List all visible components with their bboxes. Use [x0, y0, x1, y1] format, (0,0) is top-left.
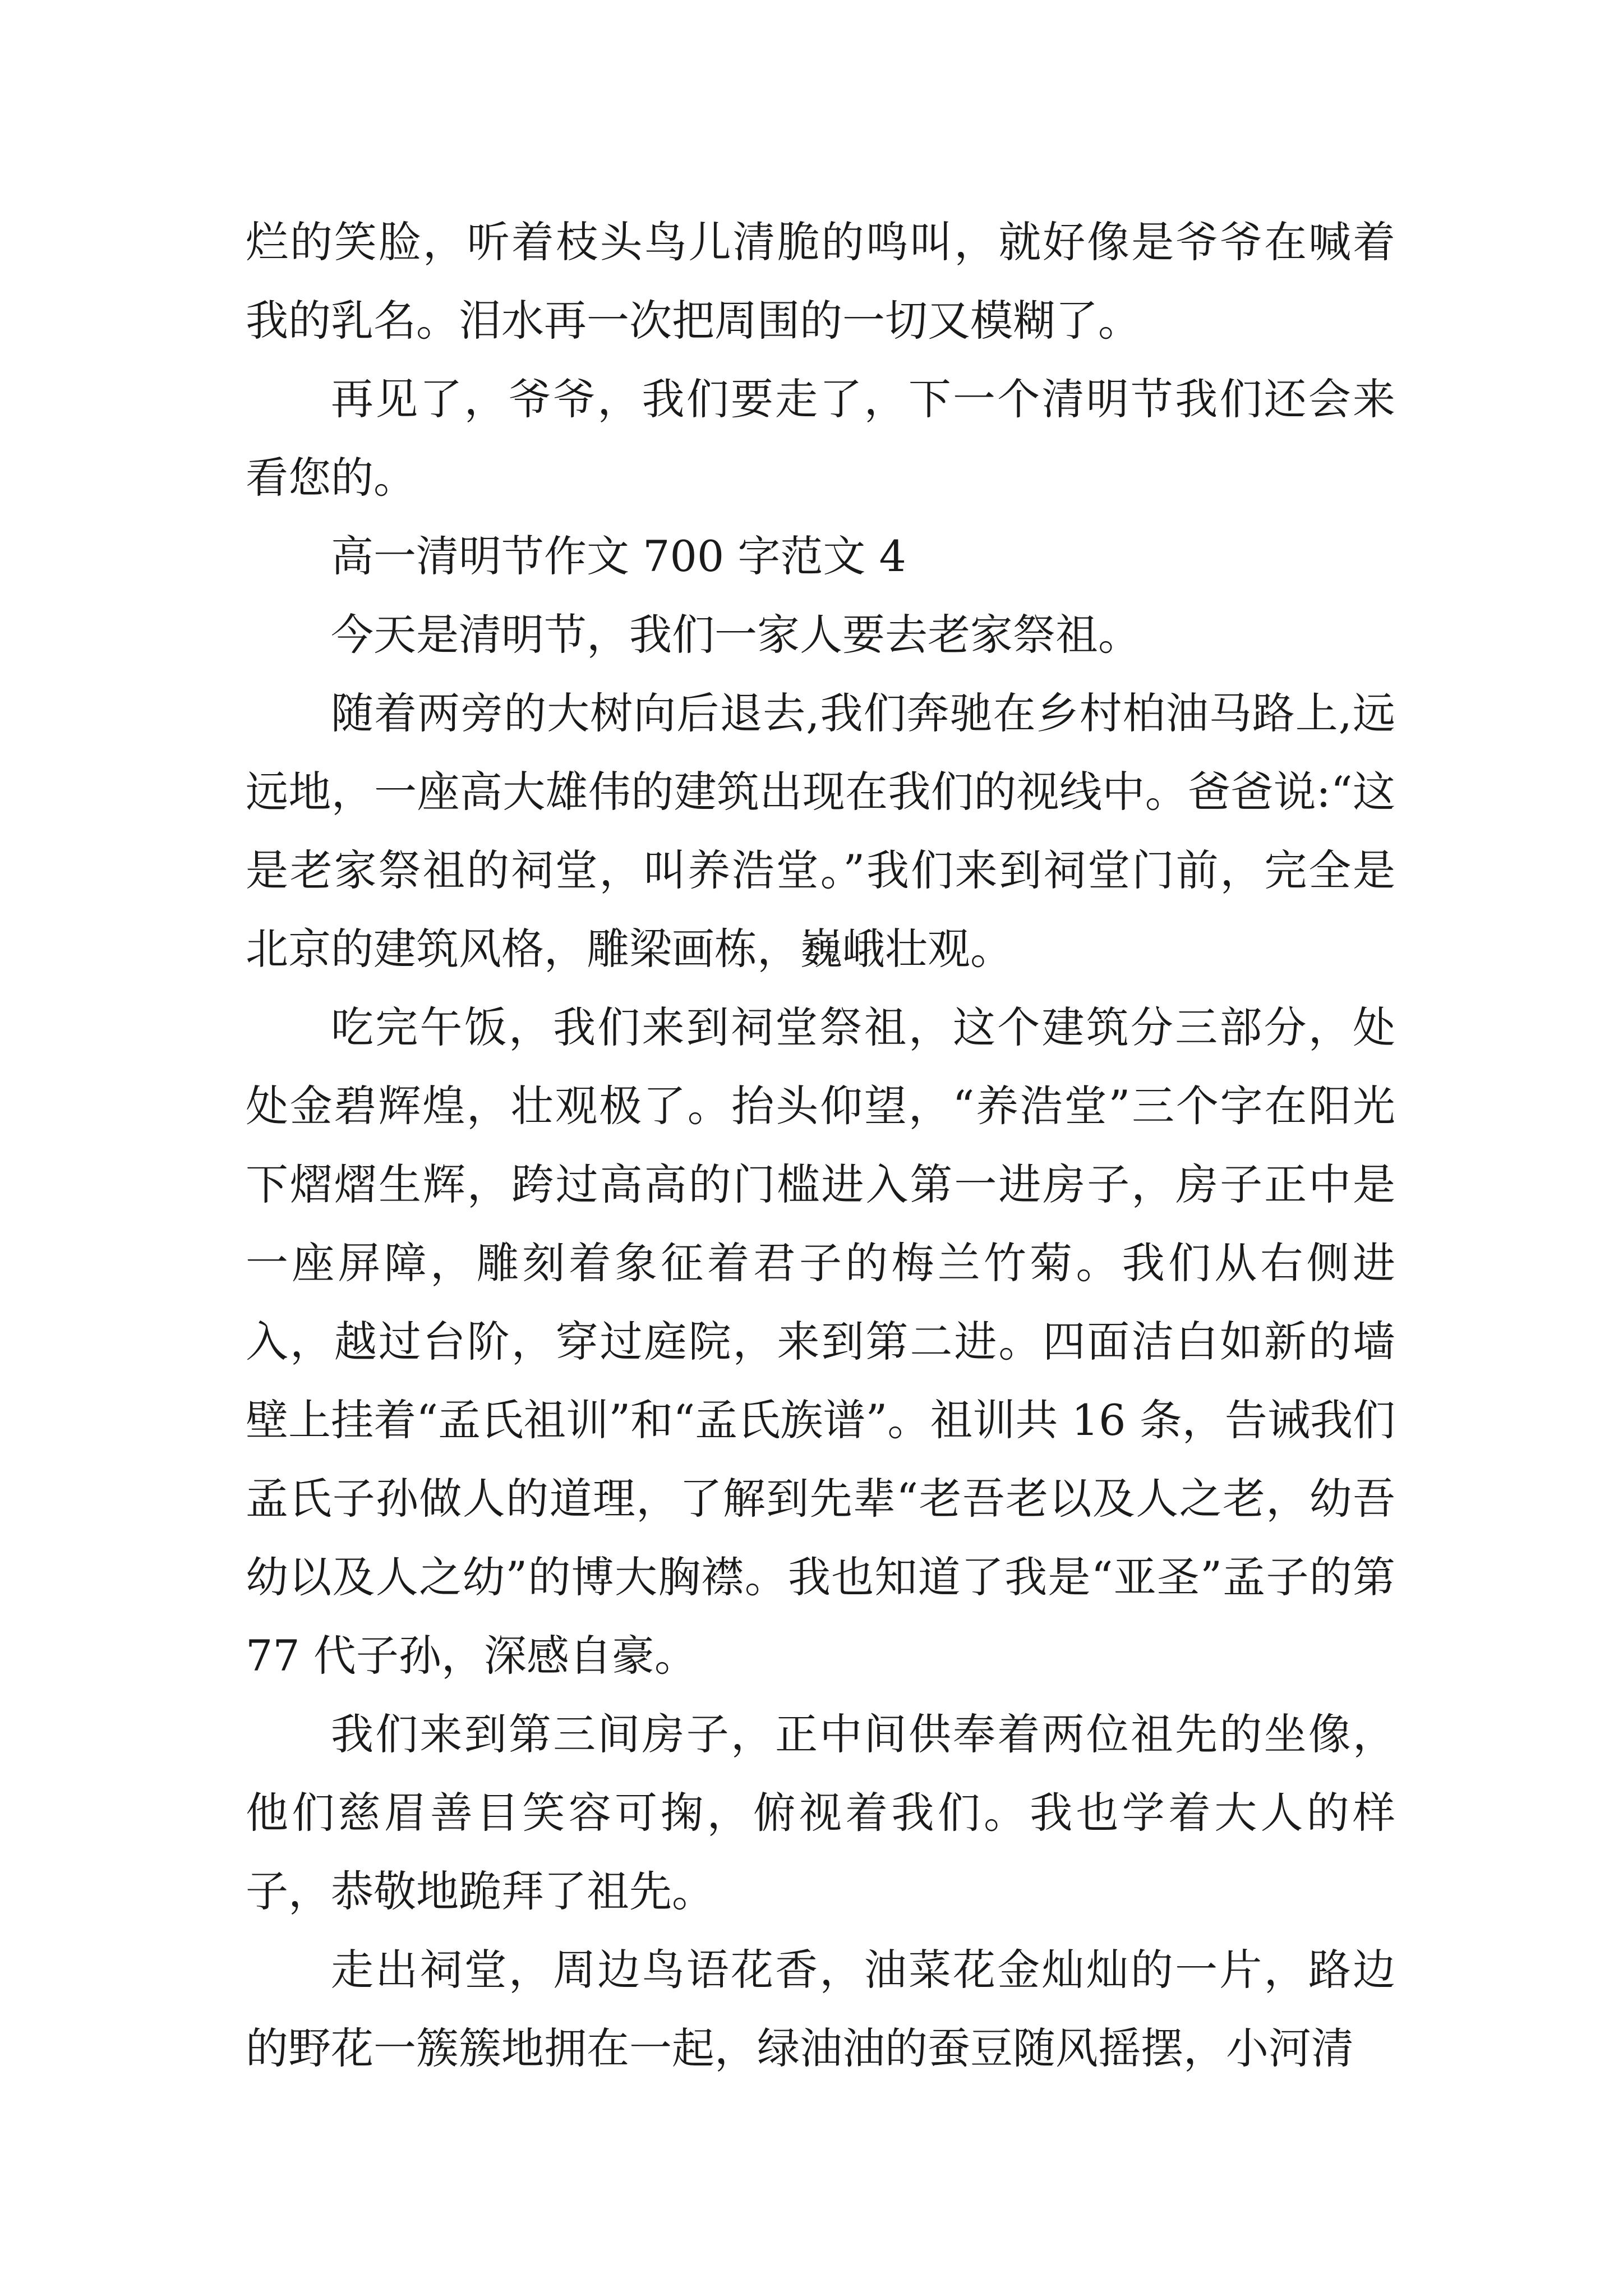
- paragraph: 吃完午饭，我们来到祠堂祭祖，这个建筑分三部分，处处金碧辉煌，壮观极了。抬头仰望，“养浩堂”三个字在阳光下熠熠生辉，跨过高高的门槛进入第一进房子，房子正中是一座屏障，雕刻着象征着君子的梅兰竹菊。我们从右侧进入，越过台阶，穿过庭院，来到第二进。四面洁白如新的墙壁上挂着“孟氏祖训”和“孟氏族谱”。祖训共 16 条，告诫我们孟氏子孙做人的道理，了解到先辈“老吾老以及人之老，幼吾幼以及人之幼”的博大胸襟。我也知道了我是“亚圣”孟子的第 77 代子孙，深感自豪。: [246, 1002, 1395, 1681]
- paragraph: 走出祠堂，周边鸟语花香，油菜花金灿灿的一片，路边的野花一簇簇地拥在一起，绿油油的蚕豆随风摇摆，小河清: [246, 1945, 1395, 2073]
- paragraph: 再见了，爷爷，我们要走了，下一个清明节我们还会来看您的。: [246, 374, 1395, 503]
- paragraph: 我们来到第三间房子，正中间供奉着两位祖先的坐像，他们慈眉善目笑容可掬，俯视着我们。我也学着大人的样子，恭敬地跪拜了祖先。: [246, 1709, 1395, 1916]
- paragraph: 随着两旁的大树向后退去,我们奔驰在乡村柏油马路上,远远地，一座高大雄伟的建筑出现在我们的视线中。爸爸说:“这是老家祭祖的祠堂，叫养浩堂。”我们来到祠堂门前，完全是北京的建筑风格，雕梁画栋，巍峨壮观。: [246, 688, 1395, 974]
- paragraph: 今天是清明节，我们一家人要去老家祭祖。: [331, 610, 1141, 660]
- essay-body: [246, 203, 1395, 2088]
- paragraph-continuation: 烂的笑脸，听着枝头鸟儿清脆的鸣叫，就好像是爷爷在喊着我的乳名。泪水再一次把周围的一切又模糊了。: [246, 217, 1395, 346]
- essay-heading: 高一清明节作文 700 字范文 4: [331, 531, 906, 581]
